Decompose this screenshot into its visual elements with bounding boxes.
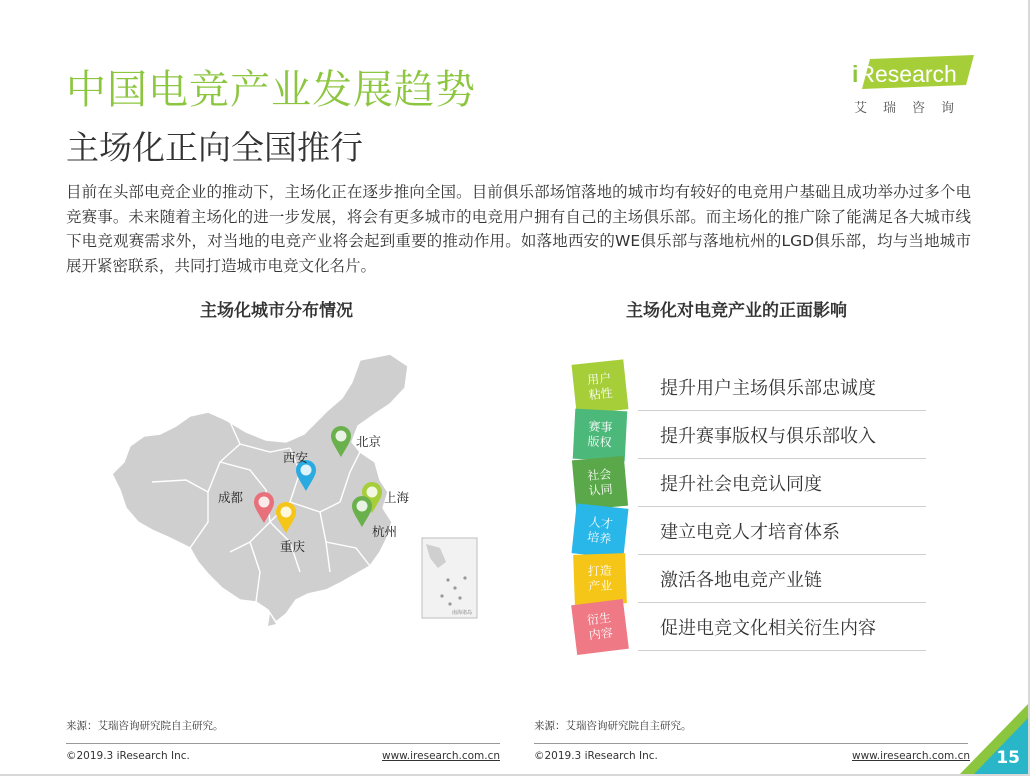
impact-badge-talent-training xyxy=(572,503,629,558)
intro-paragraph: 目前在头部电竞企业的推动下，主场化正在逐步推向全国。目前俱乐部场馆落地的城市均有较好的电竞用户基础且成功举办过多个电竞赛事。未来随着主场化的进一步发展，将会有更多城市的电竞用户拥有自己的主场俱乐部。而主场化的推广除了能满足各大城市线下电竞观赛需求外，对当地的电竞产业将会起到重要的推动作用。如落地西安的WE俱乐部与落地杭州的LGD俱乐部，均与当地城市展开紧密联系，共同打造城市电竞文化名片。 xyxy=(66,183,971,275)
beijing-pin-icon xyxy=(330,426,352,458)
impact-item xyxy=(574,554,934,601)
china-map xyxy=(90,352,490,627)
badge-label: 用户粘性 xyxy=(586,370,614,403)
iresearch-logo xyxy=(850,55,980,117)
impact-text: 提升赛事版权与俱乐部收入 xyxy=(660,426,876,447)
city-label-hangzhou: 杭州 xyxy=(372,524,398,539)
city-label-shanghai: 上海 xyxy=(384,490,410,505)
impact-item xyxy=(574,362,934,409)
impact-item xyxy=(574,458,934,505)
impact-text: 提升用户主场俱乐部忠诚度 xyxy=(660,378,876,399)
impact-text: 建立电竞人才培育体系 xyxy=(660,522,840,543)
chongqing-pin-icon xyxy=(275,502,297,534)
impact-divider xyxy=(638,650,926,651)
page-number: 15 xyxy=(996,748,1020,768)
logo-wordmark-rest: Research xyxy=(858,61,957,87)
city-label-chengdu: 成都 xyxy=(218,490,244,505)
china-map-shape xyxy=(90,352,490,627)
impact-badge-user-stickiness xyxy=(572,359,629,414)
city-label-xian: 西安 xyxy=(283,450,309,465)
city-label-beijing: 北京 xyxy=(356,434,382,449)
impact-text: 激活各地电竞产业链 xyxy=(660,570,822,591)
map-heading: 主场化城市分布情况 xyxy=(200,301,353,321)
badge-label: 社会认同 xyxy=(586,467,614,498)
source-note-right: 来源：艾瑞咨询研究院自主研究。 xyxy=(534,720,692,732)
badge-label: 打造产业 xyxy=(587,563,613,594)
copyright-left: ©2019.3 iResearch Inc. xyxy=(66,750,190,762)
impact-badge-social-recognition xyxy=(572,456,628,510)
impact-heading: 主场化对电竞产业的正面影响 xyxy=(626,301,847,321)
website-link-right[interactable]: www.iresearch.com.cn xyxy=(852,750,971,762)
chengdu-pin-icon xyxy=(253,492,275,524)
logo-wordmark: iResearch xyxy=(852,61,957,87)
impact-item xyxy=(574,506,934,553)
footer-divider-left xyxy=(66,743,500,744)
badge-label: 衍生内容 xyxy=(586,610,614,643)
website-link-left[interactable]: www.iresearch.com.cn xyxy=(382,750,501,762)
hangzhou-pin-icon xyxy=(351,496,373,528)
south-china-sea-inset xyxy=(422,538,477,618)
badge-label: 赛事版权 xyxy=(587,419,613,450)
footer-divider-right xyxy=(534,743,968,744)
copyright-right: ©2019.3 iResearch Inc. xyxy=(534,750,658,762)
logo-cn-text: 艾瑞咨询 xyxy=(854,101,971,116)
badge-label: 人才培养 xyxy=(586,514,614,547)
impact-item xyxy=(574,410,934,457)
impact-text: 促进电竞文化相关衍生内容 xyxy=(660,618,876,639)
city-label-chongqing: 重庆 xyxy=(280,539,306,554)
page-title: 中国电竞产业发展趋势 xyxy=(66,67,476,113)
impact-item xyxy=(574,602,934,649)
inset-label: 南海诸岛 xyxy=(452,610,473,616)
impact-text: 提升社会电竞认同度 xyxy=(660,474,822,495)
impact-badge-event-rights xyxy=(573,409,628,462)
page-subtitle: 主场化正向全国推行 xyxy=(66,128,363,167)
source-note-left: 来源：艾瑞咨询研究院自主研究。 xyxy=(66,720,224,732)
impact-badge-build-industry xyxy=(573,553,627,605)
impact-badge-derivative-content xyxy=(571,599,629,655)
